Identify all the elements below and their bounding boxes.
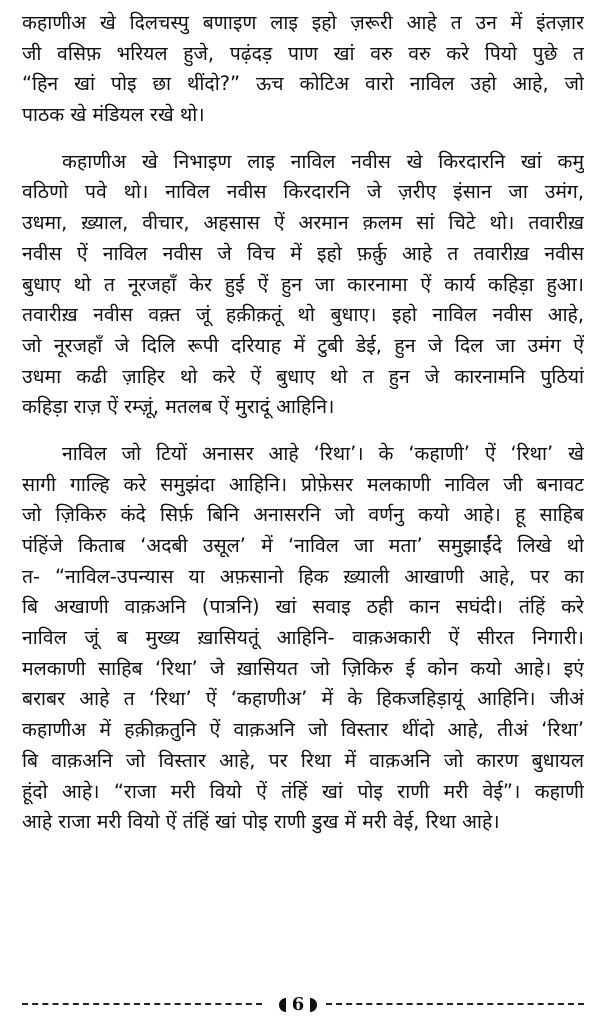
text-line: बि अखाणी वाक़अनि (पात्रनि) खां सवाइ ठही कान सघंदी। तंहिं करे — [22, 595, 584, 619]
text-line: कहाणीअ खे दिलचस्पु बणाइण लाइ इहो ज़रूरी आहे त उन में इंतज़ार — [22, 11, 584, 34]
page-number — [274, 993, 322, 1017]
text-line: जो ज़िकिरु कंदे सिर्फ़ बिनि अनासरनि जो वर्णनु कयो आहे। हू साहिब — [22, 503, 584, 527]
text-line: बुधाए थो त नूरजहाँ केर हुई ऐं हुन जा कारनामा ऐं कार्य कहिड़ा हुआ। — [22, 272, 584, 296]
page-body — [22, 8, 584, 838]
text-line: कहिड़ा राज़ ऐं रम्ज़ूं, मतलब ऐं मुरादूं आहिनि। — [22, 395, 335, 419]
text-line: नवीस ऐं नाविल नवीस जे विच में इहो फ़र्क़ु आहे त तवारीख़ नवीस — [22, 241, 584, 265]
page-number-left-ornament — [279, 998, 286, 1012]
text-line: नाविल जो टियों अनासर आहे ‘रिथा’। के ‘कहाणी’ ऐं ‘रिथा’ खे — [62, 441, 584, 465]
text-line: तवारीख़ नवीस वक़्त जूं हक़ीक़तूं थो बुधाए। इहो नाविल नवीस आहे, — [22, 303, 584, 327]
footer-dashed-rule-right — [326, 1003, 584, 1005]
text-line: बराबर आहे त ‘रिथा’ ऐं ‘कहाणीअ’ में के हिकजहिड़ायूं आहिनि। जीअं — [22, 687, 584, 711]
text-line: कहाणीअ खे निभाइण लाइ नाविल नवीस खे किरदारनि खां कमु — [62, 149, 584, 173]
text-line: सागी गाल्हि करे समुझंदा आहिनि। प्रोफ़ेसर मलकाणी नाविल जी बनावट — [22, 472, 584, 496]
paragraph-2 — [22, 147, 584, 423]
text-line: उधमा, ख़्याल, वीचार, अहसास ऐं अरमान क़लम सां चिटे थो। तवारीख़ — [22, 211, 584, 235]
text-line: त- “नाविल-उपन्यास या अफ़सानो हिक ख़्याली आखाणी आहे, पर का — [22, 564, 584, 588]
text-line: कहाणीअ में हक़ीक़तुनि ऐं वाक़अनि जो विस्तार थींदो आहे, तीअं ‘रिथा’ — [22, 718, 584, 742]
text-line: उधमा कढी ज़ाहिर थो करे ऐं बुधाए थो त हुन जे कारनामनि पुठियां — [22, 364, 584, 388]
paragraph-1 — [22, 8, 584, 131]
page-footer — [22, 993, 584, 1023]
text-line: नाविल जूं ब मुख्य ख़ासियतूं आहिनि- वाक़अकारी ऐं सीरत निगारी। — [22, 626, 584, 650]
text-line: पाठक खे मंडियल रखे थो। — [22, 103, 205, 127]
text-line: हूंदो आहे। “राजा मरी वियो ऐं तंहिं खां पोइ राणी मरी वेई”। कहाणी — [22, 779, 584, 803]
text-line: जी वसिफ़ भरियल हुजे, पढ़ंदड़ पाण खां वरु वरु करे पियो पुछे त — [22, 41, 584, 65]
page-number-text: 6 — [291, 994, 305, 1015]
footer-dashed-rule-left — [22, 1003, 262, 1005]
text-line: मलकाणी साहिब ‘रिथा’ जे ख़ासियत जो ज़िकिरु ई कोन कयो आहे। इएं — [22, 656, 584, 680]
text-line: वठिणो पवे थो। नाविल नवीस किरदारनि जे ज़रीए इंसान जा उमंग, — [22, 180, 584, 204]
page-number-right-ornament — [310, 998, 317, 1012]
text-line: बि वाक़अनि जो विस्तार आहे, पर रिथा में वाक़अनि जो कारण बुधायल — [22, 748, 584, 772]
text-line: “हिन खां पोइ छा थींदो?” ऊच कोटिअ वारो नाविल उहो आहे, जो — [22, 72, 584, 96]
text-line: आहे राजा मरी वियो ऐं तंहिं खां पोइ राणी डुख में मरी वेई, रिथा आहे। — [22, 810, 500, 834]
paragraph-3 — [22, 439, 584, 838]
text-line: जो नूरजहाँ जे दिलि रूपी दरियाह में टुबी डेई, हुन जे दिल जा उमंग ऐं — [22, 333, 584, 357]
text-line: पंहिंजे किताब ‘अदबी उसूल’ में ‘नाविल जा मता’ समुझाईंदे लिखे थो — [22, 534, 584, 557]
